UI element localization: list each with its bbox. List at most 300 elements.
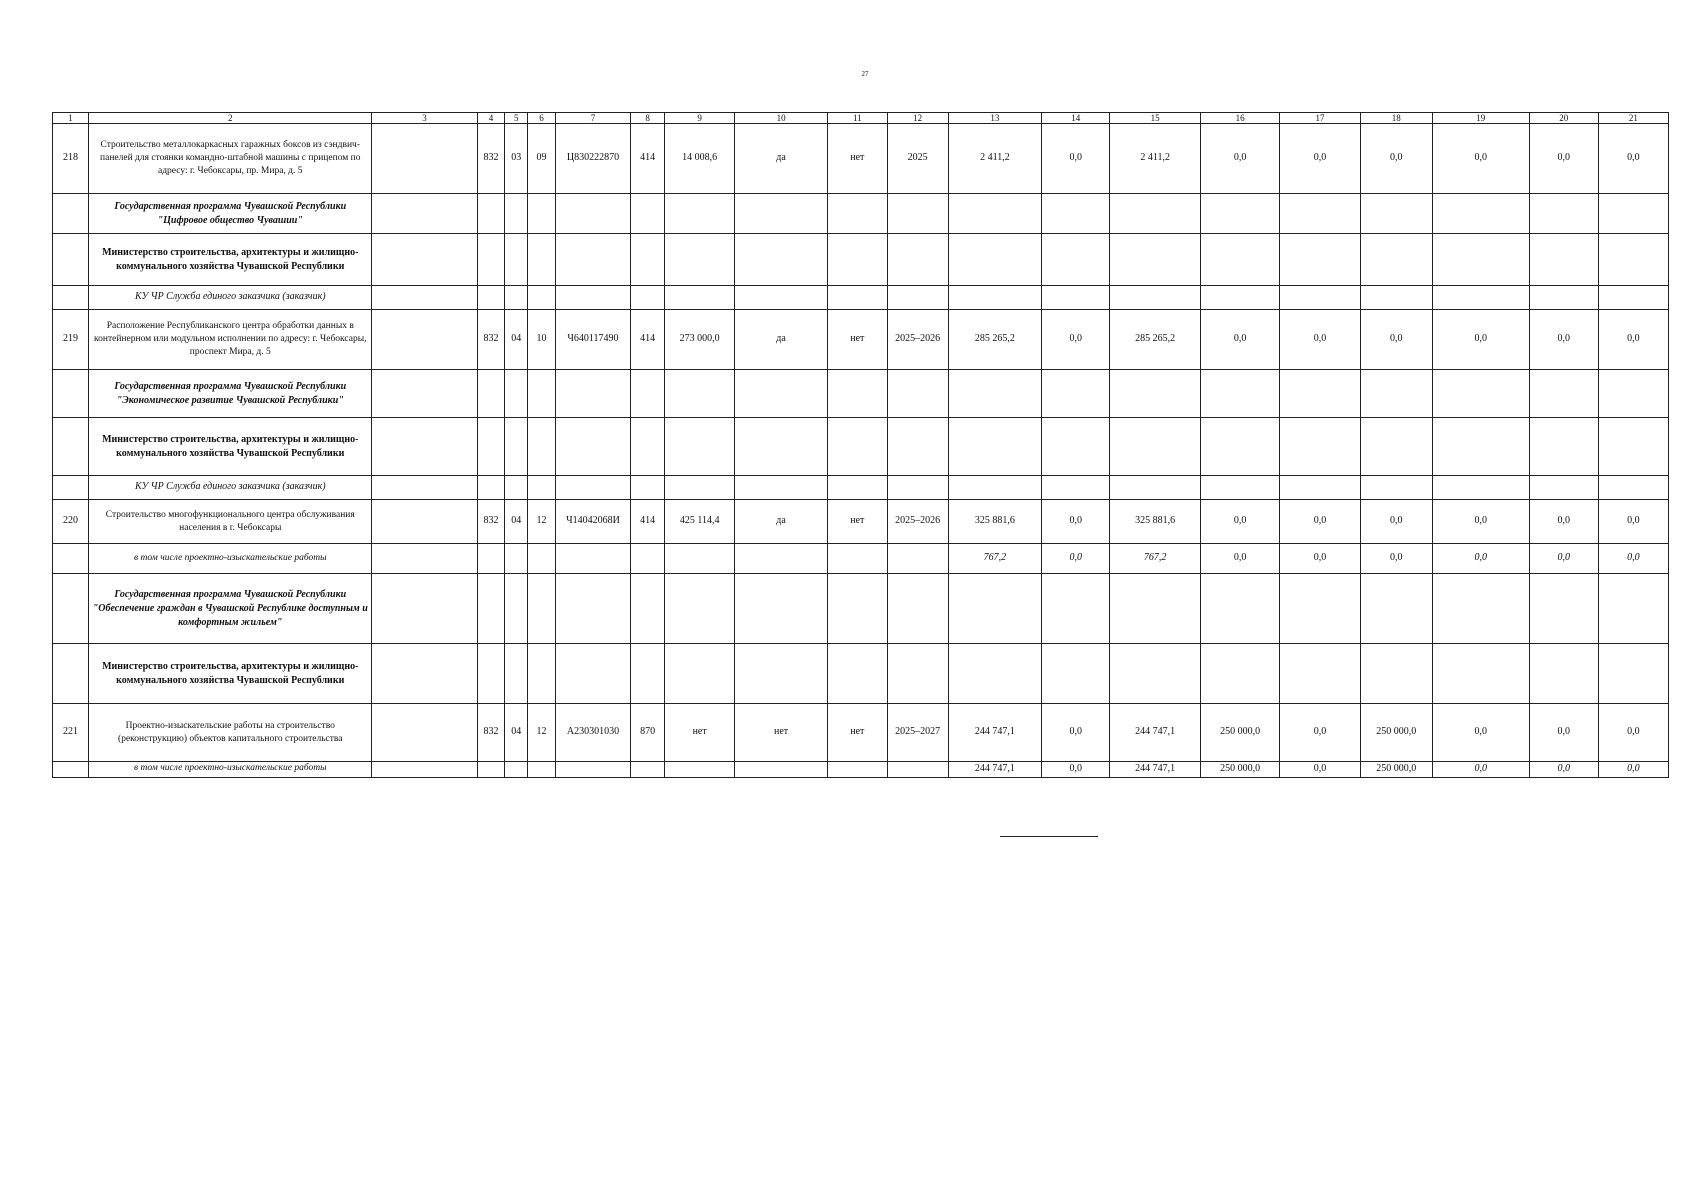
cell-c19: [1432, 194, 1529, 234]
cell-c9: 425 114,4: [665, 500, 735, 544]
cell-c20: [1529, 234, 1598, 286]
cell-c18: [1360, 644, 1432, 704]
cell-c6: [528, 574, 556, 644]
cell-c17: [1280, 286, 1360, 310]
cell-c7: [555, 194, 630, 234]
cell-c3: [372, 310, 477, 370]
cell-c17: [1280, 370, 1360, 418]
cell-c9: [665, 234, 735, 286]
cell-c11: [827, 370, 887, 418]
cell-c10: [735, 476, 828, 500]
row-number: [53, 234, 89, 286]
cell-c7: [555, 370, 630, 418]
cell-c20: 0,0: [1529, 762, 1598, 778]
cell-c8: 414: [631, 124, 665, 194]
cell-c8: [631, 234, 665, 286]
cell-c10: [735, 762, 828, 778]
cell-c21: 0,0: [1598, 704, 1668, 762]
cell-c21: [1598, 574, 1668, 644]
cell-c12: [887, 194, 948, 234]
cell-c7: Ч14042068И: [555, 500, 630, 544]
header-cell: 14: [1042, 113, 1110, 124]
cell-c5: [505, 476, 528, 500]
cell-c14: [1042, 370, 1110, 418]
cell-c7: [555, 286, 630, 310]
cell-c15: 2 411,2: [1110, 124, 1201, 194]
cell-c4: [477, 574, 505, 644]
header-cell: 3: [372, 113, 477, 124]
cell-c3: [372, 762, 477, 778]
ministry-title: Министерство строительства, архитектуры и жилищно-коммунального хозяйства Чувашской Республики: [89, 644, 372, 704]
cell-c15: [1110, 234, 1201, 286]
cell-c14: [1042, 574, 1110, 644]
cell-c19: 0,0: [1432, 704, 1529, 762]
table-row-ministry: [53, 418, 1669, 476]
cell-c13: [948, 476, 1042, 500]
cell-c8: [631, 544, 665, 574]
cell-c9: [665, 762, 735, 778]
row-name: в том числе проектно-изыскательские работы: [89, 544, 372, 574]
cell-c11: [827, 234, 887, 286]
cell-c9: [665, 476, 735, 500]
cell-c16: 250 000,0: [1200, 704, 1279, 762]
cell-c3: [372, 124, 477, 194]
cell-c3: [372, 286, 477, 310]
cell-c10: [735, 194, 828, 234]
cell-c18: [1360, 370, 1432, 418]
cell-c14: 0,0: [1042, 124, 1110, 194]
cell-c10: [735, 544, 828, 574]
cell-c13: [948, 370, 1042, 418]
table-row-item: [53, 124, 1669, 194]
investment-table: [52, 112, 1669, 778]
cell-c16: 0,0: [1200, 500, 1279, 544]
header-cell: 11: [827, 113, 887, 124]
cell-c17: [1280, 644, 1360, 704]
cell-c19: [1432, 286, 1529, 310]
cell-c13: [948, 644, 1042, 704]
cell-c13: [948, 418, 1042, 476]
cell-c13: [948, 194, 1042, 234]
cell-c5: [505, 370, 528, 418]
row-name: Строительство металлокаркасных гаражных боксов из сэндвич-панелей для стоянки командно-штабной машины с прицепом по адресу: г. Чебоксары, пр. Мира, д. 5: [89, 124, 372, 194]
group-title: Государственная программа Чувашской Республики "Цифровое общество Чувашии": [89, 194, 372, 234]
cell-c18: 0,0: [1360, 500, 1432, 544]
cell-c5: [505, 544, 528, 574]
cell-c4: [477, 544, 505, 574]
cell-c14: [1042, 644, 1110, 704]
header-cell: 13: [948, 113, 1042, 124]
cell-c12: 2025–2027: [887, 704, 948, 762]
cell-c21: 0,0: [1598, 500, 1668, 544]
cell-c10: [735, 644, 828, 704]
header-cell: 10: [735, 113, 828, 124]
header-cell: 16: [1200, 113, 1279, 124]
table-row-customer: [53, 286, 1669, 310]
cell-c7: [555, 644, 630, 704]
table-row-item: [53, 500, 1669, 544]
cell-c4: 832: [477, 310, 505, 370]
cell-c19: 0,0: [1432, 544, 1529, 574]
cell-c16: [1200, 286, 1279, 310]
cell-c20: [1529, 574, 1598, 644]
cell-c6: [528, 544, 556, 574]
cell-c4: [477, 286, 505, 310]
cell-c14: [1042, 234, 1110, 286]
table-row-subtotal: [53, 762, 1669, 778]
cell-c19: 0,0: [1432, 762, 1529, 778]
cell-c17: [1280, 476, 1360, 500]
row-number: [53, 418, 89, 476]
cell-c8: [631, 762, 665, 778]
cell-c12: [887, 234, 948, 286]
cell-c15: [1110, 418, 1201, 476]
cell-c11: [827, 286, 887, 310]
row-number: 219: [53, 310, 89, 370]
cell-c12: [887, 476, 948, 500]
cell-c20: 0,0: [1529, 124, 1598, 194]
cell-c18: [1360, 286, 1432, 310]
cell-c18: 0,0: [1360, 544, 1432, 574]
cell-c12: [887, 370, 948, 418]
cell-c21: [1598, 418, 1668, 476]
cell-c13: [948, 574, 1042, 644]
cell-c7: [555, 476, 630, 500]
table-row-item: [53, 704, 1669, 762]
cell-c16: 250 000,0: [1200, 762, 1279, 778]
cell-c20: [1529, 418, 1598, 476]
cell-c14: [1042, 194, 1110, 234]
cell-c14: [1042, 286, 1110, 310]
table-row-subtotal: [53, 544, 1669, 574]
cell-c8: [631, 644, 665, 704]
cell-c5: [505, 762, 528, 778]
customer-title: КУ ЧР Служба единого заказчика (заказчик): [89, 476, 372, 500]
cell-c8: [631, 476, 665, 500]
cell-c6: 12: [528, 704, 556, 762]
row-number: [53, 544, 89, 574]
header-cell: 18: [1360, 113, 1432, 124]
cell-c12: [887, 286, 948, 310]
row-number: [53, 370, 89, 418]
cell-c18: 250 000,0: [1360, 704, 1432, 762]
cell-c10: [735, 574, 828, 644]
cell-c3: [372, 704, 477, 762]
header-cell: 20: [1529, 113, 1598, 124]
cell-c8: [631, 574, 665, 644]
header-cell: 4: [477, 113, 505, 124]
cell-c15: [1110, 286, 1201, 310]
cell-c15: 325 881,6: [1110, 500, 1201, 544]
cell-c4: [477, 370, 505, 418]
cell-c5: [505, 194, 528, 234]
cell-c9: 273 000,0: [665, 310, 735, 370]
cell-c21: 0,0: [1598, 124, 1668, 194]
cell-c5: 04: [505, 310, 528, 370]
footer-divider: [1000, 836, 1098, 837]
cell-c11: [827, 418, 887, 476]
cell-c8: 414: [631, 500, 665, 544]
cell-c21: 0,0: [1598, 310, 1668, 370]
cell-c8: 414: [631, 310, 665, 370]
cell-c9: [665, 286, 735, 310]
cell-c17: 0,0: [1280, 762, 1360, 778]
cell-c5: [505, 418, 528, 476]
table-row-customer: [53, 476, 1669, 500]
cell-c21: [1598, 370, 1668, 418]
row-number: 218: [53, 124, 89, 194]
cell-c6: 09: [528, 124, 556, 194]
cell-c8: [631, 370, 665, 418]
cell-c11: [827, 644, 887, 704]
cell-c11: нет: [827, 124, 887, 194]
ministry-title: Министерство строительства, архитектуры и жилищно-коммунального хозяйства Чувашской Республики: [89, 234, 372, 286]
cell-c6: 10: [528, 310, 556, 370]
cell-c13: 2 411,2: [948, 124, 1042, 194]
header-cell: 5: [505, 113, 528, 124]
cell-c4: [477, 476, 505, 500]
cell-c7: [555, 574, 630, 644]
cell-c12: 2025: [887, 124, 948, 194]
cell-c19: 0,0: [1432, 310, 1529, 370]
cell-c20: 0,0: [1529, 544, 1598, 574]
cell-c11: [827, 544, 887, 574]
cell-c12: [887, 544, 948, 574]
cell-c21: [1598, 234, 1668, 286]
cell-c5: [505, 234, 528, 286]
cell-c18: 250 000,0: [1360, 762, 1432, 778]
cell-c3: [372, 418, 477, 476]
cell-c19: [1432, 234, 1529, 286]
customer-title: КУ ЧР Служба единого заказчика (заказчик): [89, 286, 372, 310]
header-cell: 6: [528, 113, 556, 124]
cell-c17: 0,0: [1280, 704, 1360, 762]
table-row-item: [53, 310, 1669, 370]
cell-c21: [1598, 476, 1668, 500]
cell-c12: 2025–2026: [887, 500, 948, 544]
cell-c4: [477, 644, 505, 704]
cell-c19: [1432, 418, 1529, 476]
header-cell: 21: [1598, 113, 1668, 124]
cell-c6: [528, 418, 556, 476]
cell-c16: [1200, 370, 1279, 418]
cell-c13: [948, 234, 1042, 286]
table-row-group: [53, 574, 1669, 644]
cell-c10: [735, 286, 828, 310]
cell-c19: [1432, 644, 1529, 704]
cell-c13: 767,2: [948, 544, 1042, 574]
cell-c20: [1529, 286, 1598, 310]
cell-c18: 0,0: [1360, 124, 1432, 194]
cell-c15: [1110, 644, 1201, 704]
cell-c4: [477, 234, 505, 286]
cell-c14: [1042, 476, 1110, 500]
cell-c17: 0,0: [1280, 500, 1360, 544]
header-cell: 19: [1432, 113, 1529, 124]
row-number: 221: [53, 704, 89, 762]
cell-c20: 0,0: [1529, 310, 1598, 370]
cell-c20: [1529, 644, 1598, 704]
cell-c6: [528, 234, 556, 286]
cell-c13: [948, 286, 1042, 310]
cell-c5: 04: [505, 704, 528, 762]
cell-c17: 0,0: [1280, 544, 1360, 574]
cell-c7: Ц830222870: [555, 124, 630, 194]
row-number: [53, 194, 89, 234]
cell-c15: 244 747,1: [1110, 704, 1201, 762]
row-number: [53, 476, 89, 500]
header-cell: 8: [631, 113, 665, 124]
cell-c5: 03: [505, 124, 528, 194]
cell-c16: [1200, 194, 1279, 234]
cell-c14: 0,0: [1042, 500, 1110, 544]
cell-c6: [528, 370, 556, 418]
cell-c11: нет: [827, 500, 887, 544]
cell-c7: А230301030: [555, 704, 630, 762]
cell-c17: [1280, 574, 1360, 644]
cell-c6: [528, 644, 556, 704]
cell-c7: [555, 234, 630, 286]
cell-c3: [372, 234, 477, 286]
cell-c21: [1598, 644, 1668, 704]
cell-c3: [372, 544, 477, 574]
table-row-ministry: [53, 644, 1669, 704]
cell-c3: [372, 500, 477, 544]
cell-c16: [1200, 418, 1279, 476]
cell-c7: [555, 544, 630, 574]
cell-c4: [477, 418, 505, 476]
cell-c13: 244 747,1: [948, 704, 1042, 762]
cell-c12: [887, 418, 948, 476]
cell-c19: [1432, 476, 1529, 500]
cell-c5: 04: [505, 500, 528, 544]
cell-c18: [1360, 476, 1432, 500]
cell-c17: [1280, 418, 1360, 476]
cell-c13: 325 881,6: [948, 500, 1042, 544]
cell-c15: [1110, 194, 1201, 234]
cell-c12: [887, 644, 948, 704]
cell-c18: 0,0: [1360, 310, 1432, 370]
cell-c3: [372, 476, 477, 500]
cell-c3: [372, 644, 477, 704]
cell-c10: [735, 234, 828, 286]
cell-c9: [665, 418, 735, 476]
cell-c15: 767,2: [1110, 544, 1201, 574]
cell-c6: [528, 476, 556, 500]
row-number: [53, 286, 89, 310]
cell-c3: [372, 370, 477, 418]
cell-c20: 0,0: [1529, 500, 1598, 544]
table-row-group: [53, 194, 1669, 234]
cell-c5: [505, 286, 528, 310]
header-cell: 7: [555, 113, 630, 124]
row-name: Расположение Республиканского центра обработки данных в контейнерном или модульном исполнении по адресу: г. Чебоксары, проспект Мира, д. 5: [89, 310, 372, 370]
cell-c18: [1360, 194, 1432, 234]
cell-c17: 0,0: [1280, 310, 1360, 370]
cell-c16: 0,0: [1200, 124, 1279, 194]
cell-c6: [528, 762, 556, 778]
cell-c19: [1432, 574, 1529, 644]
cell-c9: нет: [665, 704, 735, 762]
cell-c17: [1280, 234, 1360, 286]
cell-c10: [735, 418, 828, 476]
cell-c14: 0,0: [1042, 544, 1110, 574]
cell-c8: 870: [631, 704, 665, 762]
row-number: 220: [53, 500, 89, 544]
cell-c9: [665, 644, 735, 704]
cell-c9: 14 008,6: [665, 124, 735, 194]
cell-c10: да: [735, 500, 828, 544]
cell-c15: [1110, 476, 1201, 500]
cell-c8: [631, 286, 665, 310]
cell-c16: 0,0: [1200, 544, 1279, 574]
cell-c17: 0,0: [1280, 124, 1360, 194]
cell-c11: нет: [827, 310, 887, 370]
cell-c12: [887, 762, 948, 778]
cell-c7: [555, 418, 630, 476]
cell-c18: [1360, 234, 1432, 286]
row-name: в том числе проектно-изыскательские работы: [89, 762, 372, 778]
cell-c14: [1042, 418, 1110, 476]
cell-c18: [1360, 574, 1432, 644]
cell-c11: [827, 476, 887, 500]
cell-c14: 0,0: [1042, 762, 1110, 778]
row-number: [53, 762, 89, 778]
header-cell: 2: [89, 113, 372, 124]
cell-c20: 0,0: [1529, 704, 1598, 762]
table-row-ministry: [53, 234, 1669, 286]
header-cell: 12: [887, 113, 948, 124]
cell-c16: [1200, 234, 1279, 286]
cell-c21: [1598, 286, 1668, 310]
cell-c15: 244 747,1: [1110, 762, 1201, 778]
cell-c11: нет: [827, 704, 887, 762]
cell-c16: [1200, 644, 1279, 704]
cell-c11: [827, 574, 887, 644]
cell-c4: [477, 762, 505, 778]
cell-c10: [735, 370, 828, 418]
group-title: Государственная программа Чувашской Республики "Экономическое развитие Чувашской Республики": [89, 370, 372, 418]
cell-c8: [631, 194, 665, 234]
cell-c20: [1529, 370, 1598, 418]
row-number: [53, 574, 89, 644]
cell-c21: [1598, 194, 1668, 234]
cell-c5: [505, 574, 528, 644]
cell-c20: [1529, 194, 1598, 234]
page-number: 27: [861, 70, 869, 78]
cell-c6: 12: [528, 500, 556, 544]
cell-c8: [631, 418, 665, 476]
ministry-title: Министерство строительства, архитектуры и жилищно-коммунального хозяйства Чувашской Республики: [89, 418, 372, 476]
cell-c19: 0,0: [1432, 124, 1529, 194]
cell-c5: [505, 644, 528, 704]
cell-c13: 244 747,1: [948, 762, 1042, 778]
cell-c21: 0,0: [1598, 762, 1668, 778]
cell-c21: 0,0: [1598, 544, 1668, 574]
cell-c4: [477, 194, 505, 234]
cell-c9: [665, 574, 735, 644]
cell-c14: 0,0: [1042, 310, 1110, 370]
cell-c12: 2025–2026: [887, 310, 948, 370]
header-cell: 15: [1110, 113, 1201, 124]
header-cell: 1: [53, 113, 89, 124]
group-title: Государственная программа Чувашской Республики "Обеспечение граждан в Чувашской Республике доступным и комфортным жильем": [89, 574, 372, 644]
table-row-group: [53, 370, 1669, 418]
cell-c19: [1432, 370, 1529, 418]
cell-c15: [1110, 370, 1201, 418]
cell-c15: [1110, 574, 1201, 644]
row-name: Проектно-изыскательские работы на строительство (реконструкцию) объектов капитального строительства: [89, 704, 372, 762]
